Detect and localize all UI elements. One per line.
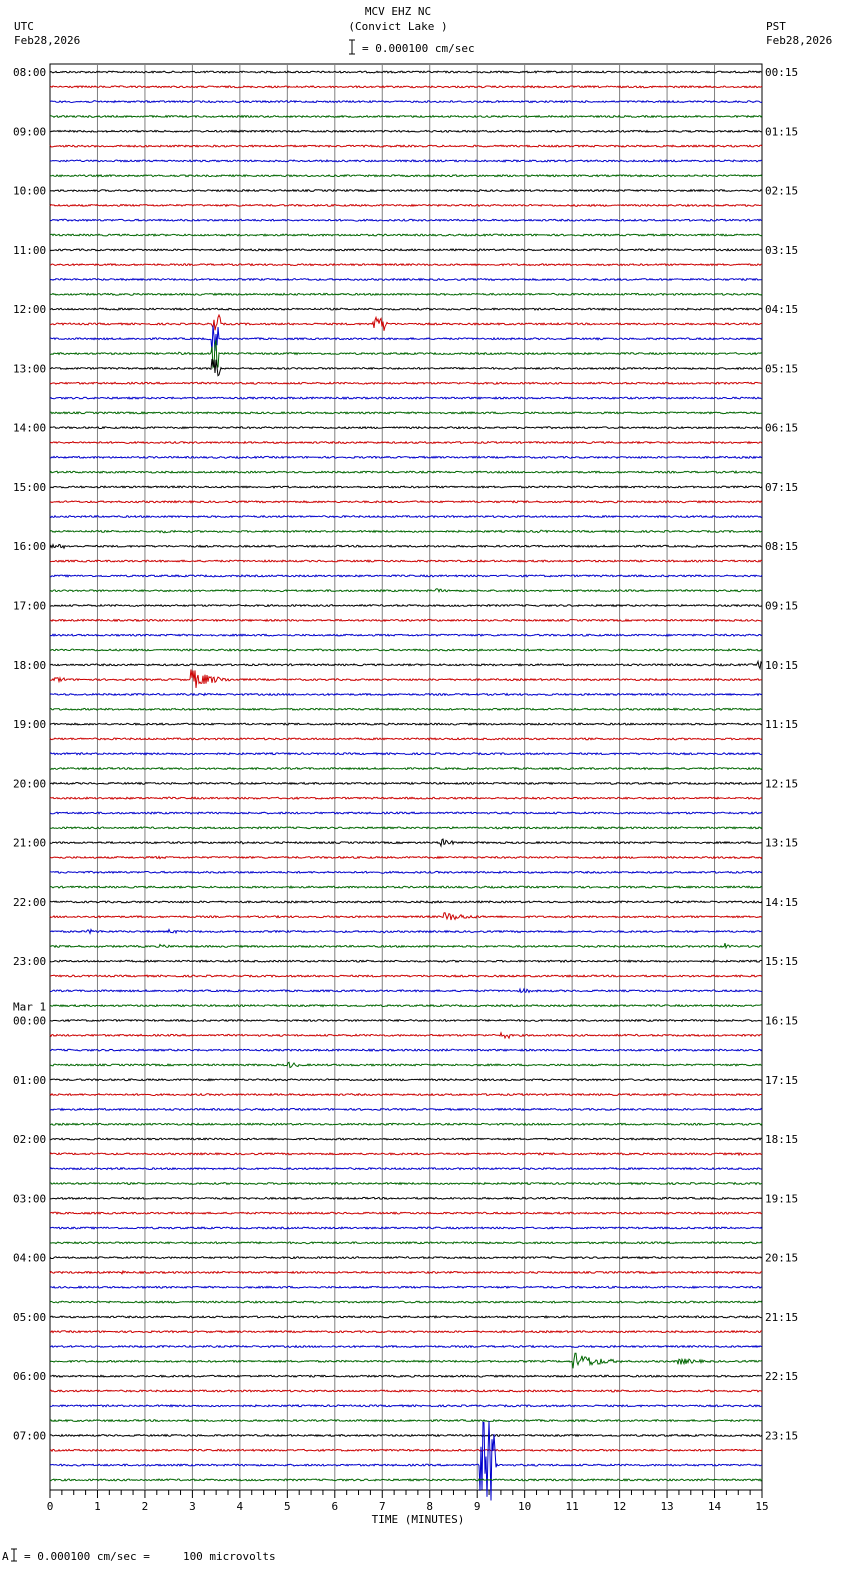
pst-time-label: 22:15: [765, 1370, 799, 1384]
pst-time-label: 10:15: [765, 658, 799, 672]
seismic-trace: [50, 315, 762, 331]
seismic-trace: [50, 975, 762, 977]
pst-time-label: 15:15: [765, 955, 799, 969]
footer-scale-bar-icon: [11, 1549, 17, 1561]
utc-time-label: 08:00: [13, 66, 47, 79]
seismic-trace: [50, 1109, 762, 1111]
seismic-trace: [50, 1271, 762, 1274]
seismic-trace: [50, 1421, 762, 1500]
x-tick-label: 10: [518, 1500, 532, 1513]
seismic-trace: [50, 501, 762, 503]
pst-time-label: 11:15: [765, 718, 799, 732]
seismic-trace: [50, 1049, 762, 1051]
pst-time-label: 19:15: [765, 1192, 799, 1206]
x-tick-label: 6: [331, 1500, 339, 1513]
seismic-trace: [50, 589, 762, 592]
pst-time-label: 13:15: [765, 836, 799, 850]
seismic-trace: [50, 661, 762, 668]
seismic-trace: [50, 1435, 762, 1437]
pst-time-label: 12:15: [765, 777, 799, 791]
seismic-trace: [50, 397, 762, 399]
pst-time-label: 04:15: [765, 303, 799, 317]
pst-time-label: 14:15: [765, 895, 799, 909]
seismic-trace: [50, 293, 762, 295]
seismic-trace: [50, 486, 762, 488]
seismic-trace: [50, 812, 762, 814]
pst-time-label: 21:15: [765, 1310, 799, 1324]
seismic-trace: [50, 930, 762, 934]
seismic-trace: [50, 827, 762, 829]
seismic-trace: [50, 708, 762, 710]
utc-time-label: 09:00: [13, 125, 47, 139]
seismic-trace: [50, 634, 762, 636]
seismic-trace: [50, 442, 762, 444]
seismic-trace: [50, 279, 762, 281]
seismic-trace: [50, 649, 762, 651]
x-tick-label: 12: [612, 1500, 627, 1513]
seismic-trace: [50, 960, 762, 962]
seismic-trace: [50, 86, 762, 88]
seismic-trace: [50, 1449, 762, 1451]
left-timezone: UTC: [14, 20, 34, 33]
utc-time-label: 03:00: [13, 1192, 47, 1206]
utc-time-label: 11:00: [13, 243, 47, 257]
x-tick-label: 5: [284, 1500, 291, 1513]
seismic-trace: [50, 723, 762, 725]
seismic-trace: [50, 1420, 762, 1422]
seismic-trace: [50, 545, 762, 549]
seismic-trace: [50, 1479, 762, 1481]
seismic-trace: [50, 783, 762, 785]
seismic-trace: [50, 412, 762, 414]
seismic-trace: [50, 753, 762, 755]
utc-time-label: 16:00: [13, 540, 47, 554]
station-location: (Convict Lake ): [348, 20, 448, 33]
x-tick-label: 3: [189, 1500, 196, 1513]
seismic-trace: [50, 1197, 762, 1199]
seismic-trace: [50, 234, 762, 236]
seismic-trace: [50, 738, 762, 740]
utc-time-label: 12:00: [13, 303, 47, 317]
right-timezone: PST: [766, 20, 786, 33]
pst-time-label: 20:15: [765, 1251, 799, 1265]
seismic-trace: [50, 205, 762, 207]
pst-time-label: 07:15: [765, 480, 799, 494]
seismic-trace: [50, 1138, 762, 1140]
x-tick-label: 0: [46, 1500, 54, 1513]
pst-time-label: 06:15: [765, 421, 799, 435]
seismic-trace: [50, 1301, 762, 1303]
seismic-trace: [50, 1183, 762, 1185]
grid: [50, 64, 762, 1490]
utc-time-label: 06:00: [13, 1370, 47, 1384]
seismic-trace: [50, 839, 762, 846]
x-axis-label: TIME (MINUTES): [371, 1513, 465, 1526]
utc-time-label: 01:00: [13, 1073, 47, 1087]
seismic-trace: [50, 1079, 762, 1081]
utc-time-label: 18:00: [13, 658, 47, 672]
utc-time-label: 10:00: [13, 184, 47, 198]
utc-time-label: 17:00: [13, 599, 47, 613]
seismic-trace: [50, 575, 762, 577]
seismic-trace: [50, 989, 762, 993]
utc-time-label: 23:00: [13, 955, 47, 969]
seismic-trace: [50, 340, 762, 367]
seismic-trace: [50, 886, 762, 888]
seismic-trace: [50, 1227, 762, 1229]
utc-time-label: 19:00: [13, 718, 47, 732]
utc-date-label: Mar 1: [13, 1000, 47, 1014]
seismic-trace: [50, 1033, 762, 1038]
utc-time-label: 21:00: [13, 836, 47, 850]
x-tick-label: 9: [473, 1500, 481, 1513]
pst-time-label: 03:15: [765, 243, 799, 257]
seismic-trace: [50, 1257, 762, 1259]
seismic-trace: [50, 249, 762, 251]
seismic-trace: [50, 145, 762, 147]
seismic-trace: [50, 1094, 762, 1096]
x-tick-label: 7: [378, 1500, 386, 1513]
x-tick-label: 4: [236, 1500, 244, 1513]
seismic-trace: [50, 560, 762, 562]
seismic-trace: [50, 71, 762, 73]
seismic-trace: [50, 101, 762, 103]
seismic-trace: [50, 1331, 762, 1333]
seismic-trace: [50, 619, 762, 621]
seismic-trace: [50, 116, 762, 118]
seismic-trace: [50, 1153, 762, 1155]
footer-marker: A: [2, 1550, 9, 1563]
seismic-trace: [50, 768, 762, 770]
seismic-trace: [50, 359, 762, 376]
pst-time-label: 09:15: [765, 599, 799, 613]
scale-label: = 0.000100 cm/sec: [362, 42, 475, 55]
seismic-trace: [50, 1123, 762, 1125]
pst-time-label: 00:15: [765, 66, 799, 79]
seismic-trace: [50, 871, 762, 873]
seismic-trace: [50, 913, 762, 920]
seismic-trace: [50, 901, 762, 903]
utc-time-label: 15:00: [13, 480, 47, 494]
pst-time-label: 05:15: [765, 362, 799, 376]
seismic-trace: [50, 1242, 762, 1244]
x-tick-label: 1: [94, 1500, 101, 1513]
pst-time-labels: [765, 66, 798, 1442]
x-tick-label: 8: [426, 1500, 434, 1513]
scale-bar-icon: [349, 40, 355, 54]
seismic-trace: [50, 219, 762, 221]
utc-time-label: 05:00: [13, 1310, 47, 1324]
utc-time-label: 07:00: [13, 1429, 47, 1443]
pst-time-label: 18:15: [765, 1133, 799, 1147]
x-axis: [47, 1490, 769, 1513]
seismic-trace: [50, 1405, 762, 1407]
x-tick-label: 13: [660, 1500, 674, 1513]
seismic-trace: [50, 427, 762, 429]
utc-time-label: 04:00: [13, 1251, 47, 1265]
trace-group: [50, 71, 762, 1500]
seismic-trace: [50, 856, 762, 858]
seismic-trace: [50, 1316, 762, 1318]
seismic-trace: [50, 1062, 762, 1067]
utc-time-label: 13:00: [13, 362, 47, 376]
x-tick-label: 14: [707, 1500, 722, 1513]
seismic-trace: [50, 308, 762, 310]
x-tick-label: 11: [565, 1500, 579, 1513]
pst-time-label: 08:15: [765, 540, 799, 554]
seismic-trace: [50, 456, 762, 458]
seismic-trace: [50, 943, 762, 948]
x-tick-label: 15: [755, 1500, 769, 1513]
seismic-trace: [50, 1168, 762, 1170]
seismic-trace: [50, 326, 762, 352]
utc-time-label: 20:00: [13, 777, 47, 791]
seismic-trace: [50, 669, 762, 688]
seismic-trace: [50, 1020, 762, 1022]
pst-time-label: 17:15: [765, 1073, 799, 1087]
seismic-trace: [50, 190, 762, 192]
seismic-trace: [50, 605, 762, 607]
utc-time-labels: [13, 66, 46, 1442]
seismic-trace: [50, 516, 762, 518]
seismic-trace: [50, 1346, 762, 1348]
pst-time-label: 01:15: [765, 125, 799, 139]
seismic-trace: [50, 1212, 762, 1214]
utc-time-label: 02:00: [13, 1133, 47, 1147]
utc-time-label: 22:00: [13, 895, 47, 909]
seismic-trace: [50, 471, 762, 473]
station-title: MCV EHZ NC: [364, 5, 432, 18]
seismic-trace: [50, 530, 762, 533]
utc-time-label: 14:00: [13, 421, 47, 435]
seismic-trace: [50, 264, 762, 266]
seismic-trace: [50, 1286, 762, 1288]
seismic-trace: [50, 160, 762, 162]
seismic-trace: [50, 797, 762, 799]
x-tick-label: 2: [141, 1500, 149, 1513]
seismic-trace: [50, 175, 762, 177]
seismic-trace: [50, 1005, 762, 1007]
right-date: Feb28,2026: [766, 34, 833, 47]
footer-scale-note: = 0.000100 cm/sec = 100 microvolts: [24, 1550, 276, 1563]
utc-time-label: 00:00: [13, 1014, 47, 1028]
left-date: Feb28,2026: [14, 34, 81, 47]
plot-frame: [50, 64, 762, 1490]
seismic-trace: [50, 382, 762, 384]
seismic-trace: [50, 693, 762, 695]
pst-time-label: 16:15: [765, 1014, 799, 1028]
pst-time-label: 02:15: [765, 184, 799, 198]
seismic-trace: [50, 1375, 762, 1377]
seismic-trace: [50, 130, 762, 132]
pst-time-label: 23:15: [765, 1429, 799, 1443]
seismic-trace: [50, 1353, 762, 1368]
seismic-trace: [50, 1390, 762, 1392]
